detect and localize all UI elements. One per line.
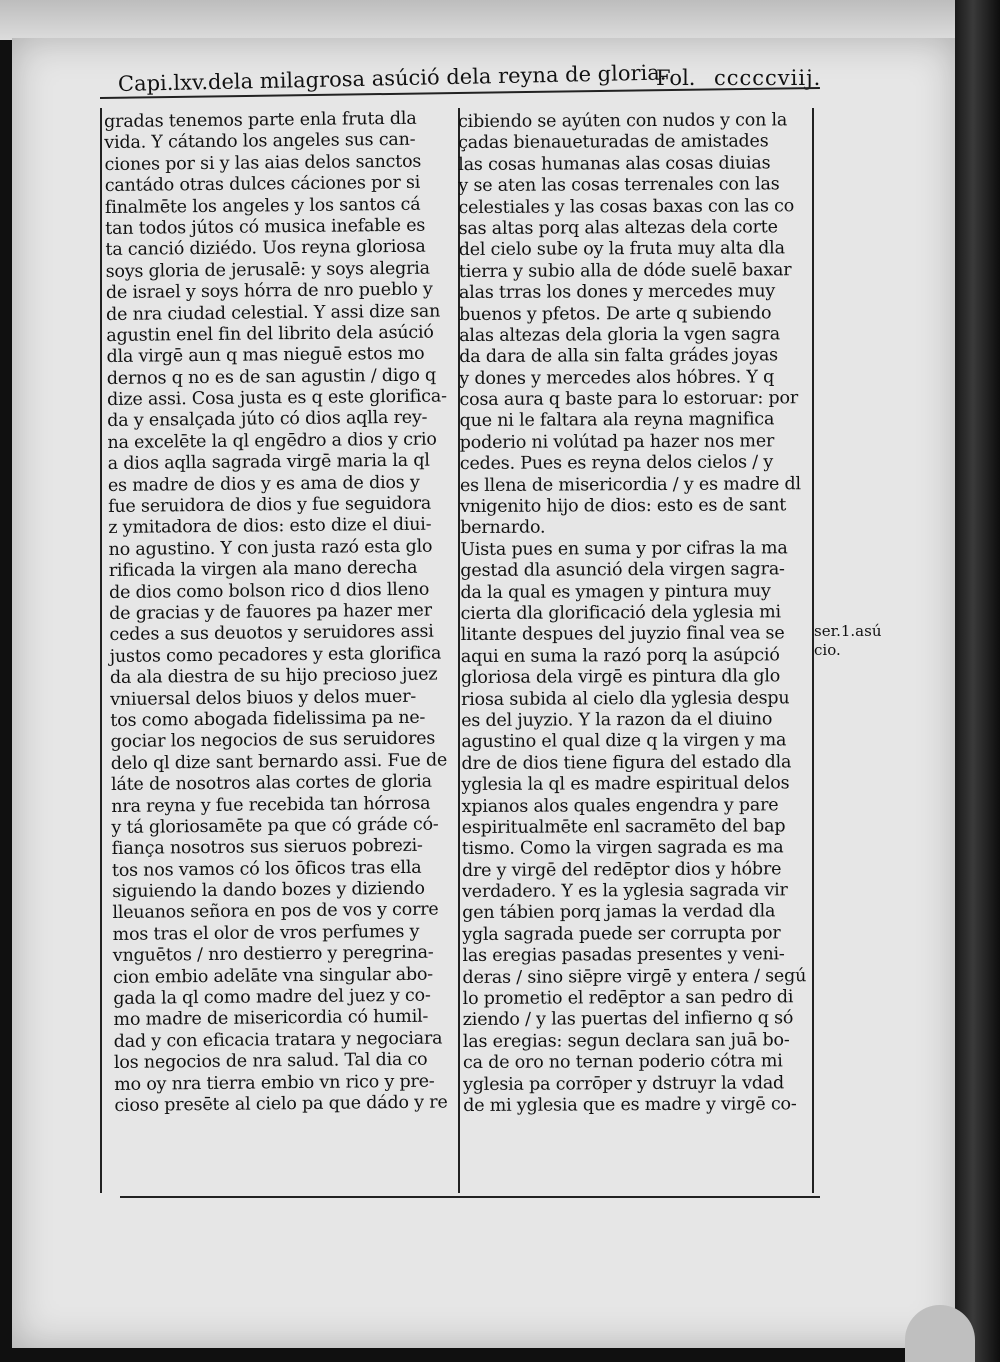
text-line: mo oy nra tierra embio vn rico y pre- <box>114 1071 435 1095</box>
text-line: tismo. Como la virgen sagrada es ma <box>461 837 784 860</box>
text-line: yglesia la ql es madre espiritual delos <box>461 773 790 796</box>
text-line: gociar los negocios de sus seruidores <box>110 728 436 753</box>
folio-label: Fol. <box>656 66 696 90</box>
text-line: dre y virgē del redēptor dios y hóbre <box>461 858 782 881</box>
text-line: bernardo. <box>460 517 546 539</box>
text-line: vniuersal delos biuos y delos muer- <box>110 686 417 710</box>
right-text-column <box>458 110 815 1117</box>
text-line: cierta dla glorificació dela yglesia mi <box>460 602 781 624</box>
text-line: da dara de alla sin falta grádes joyas <box>459 345 778 368</box>
text-line: na excelēte la ql engēdro a dios y crio <box>107 429 437 453</box>
text-line: tos nos vamos có los ōficos tras ella <box>111 857 422 881</box>
text-line: ciones por si y las aias delos sanctos <box>104 151 422 175</box>
text-line: gestad dla asunció dela virgen sagra- <box>460 559 785 582</box>
text-line: láte de nosotros alas cortes de gloria <box>110 771 432 796</box>
text-line: fiança nosotros sus sieruos pobrezi- <box>111 835 423 860</box>
text-line: z ymitadora de dios: esto dize el diui- <box>108 515 432 539</box>
text-line: cion embio adelāte vna singular abo- <box>112 964 434 988</box>
text-line: del cielo sube oy la fruta muy alta dla <box>458 238 785 261</box>
text-line: gen tábien porq jamas la verdad dla <box>462 901 776 924</box>
text-line: de israel y soys hórra de nro pueblo y <box>105 279 433 304</box>
text-line: lleuanos señora en pos de vos y corre <box>112 899 439 924</box>
text-line: lo prometio el redēptor a san pedro di <box>462 987 794 1010</box>
text-line: ta canció diziédo. Uos reyna gloriosa <box>105 236 426 261</box>
text-line: celestiales y las cosas baxas con las co <box>458 195 795 218</box>
text-line: Uista pues en suma y por cifras la ma <box>460 538 788 560</box>
text-line: mos tras el olor de vros perfumes y <box>112 921 420 945</box>
text-line: buenos y pfetos. De arte q subiendo <box>459 302 772 325</box>
text-line: de nra ciudad celestial. Y assi dize san <box>106 301 441 325</box>
text-line: tierra y subio alla de dóde suelē baxar <box>458 259 792 282</box>
text-line: de dios como bolson rico d dios lleno <box>108 579 430 603</box>
text-line: poderio ni volútad pa hazer nos mer <box>459 431 775 453</box>
text-line: dize assi. Cosa justa es q este glorifica- <box>106 386 447 411</box>
text-line: soys gloria de jerusalē: y soys alegria <box>105 258 430 282</box>
text-line: tos como abogada fidelissima pa ne- <box>110 707 426 731</box>
text-line: çadas bienaueturadas de amistades <box>458 131 769 154</box>
marginal-note <box>814 622 881 660</box>
text-line: las eregias pasadas presentes y veni- <box>462 944 785 967</box>
text-line: cedes. Pues es reyna delos cielos / y <box>459 452 774 475</box>
text-line: las eregias: segun declara san juā bo- <box>462 1030 790 1052</box>
text-line: mo madre de misericordia có humil- <box>113 1007 429 1031</box>
text-line: de gracias y de fauores pa hazer mer <box>109 600 432 624</box>
text-line: cantádo otras dulces cáciones por si <box>104 172 421 197</box>
margin-note-line: cio. <box>814 641 841 659</box>
text-line: justos como pecadores y esta glorifica <box>109 643 442 667</box>
text-line: gradas tenemos parte enla fruta dla <box>104 108 417 132</box>
text-line: siguiendo la dando bozes y diziendo <box>112 878 425 903</box>
page-top-edge <box>0 0 1000 40</box>
text-line: finalmēte los angeles y los santos cá <box>104 194 421 218</box>
text-line: tan todos jútos có musica inefable es <box>105 215 426 239</box>
text-line: litante despues del juyzio final vea se <box>460 623 785 646</box>
text-line: verdadero. Y es la yglesia sagrada vir <box>462 880 788 903</box>
text-line: de mi yglesia que es madre y virgē co- <box>463 1094 797 1116</box>
margin-note-line: ser.1.asú <box>814 622 882 640</box>
text-line: da y ensalçada júto có dios aqlla rey- <box>107 408 428 432</box>
text-line: ygla sagrada puede ser corrupta por <box>462 923 781 945</box>
text-line: da ala diestra de su hijo precioso juez <box>109 664 438 689</box>
footer-rule <box>120 1196 820 1198</box>
text-line: no agustino. Y con justa razó esta glo <box>108 536 433 560</box>
text-line: cioso presēte al cielo pa que dádo y re <box>114 1092 448 1116</box>
text-line: agustin enel fin del librito dela asúció <box>106 322 434 346</box>
text-line: que ni le faltara ala reyna magnifica <box>459 409 775 432</box>
text-line: nra reyna y fue recebida tan hórrosa <box>111 793 431 817</box>
text-line: yglesia pa corrōper y dstruyr la vdad <box>463 1072 785 1095</box>
text-line: vnguētos / nro destierro y peregrina- <box>112 942 434 967</box>
book-binding-edge <box>955 0 1000 1362</box>
text-line: riosa subida al cielo dla yglesia despu <box>461 687 790 710</box>
text-line: delo ql dize sant bernardo assi. Fue de <box>110 750 448 774</box>
text-line: y tá gloriosamēte pa que có gráde có- <box>111 814 439 838</box>
folio-number: cccccviij. <box>714 66 822 90</box>
text-line: los negocios de nra salud. Tal dia co <box>113 1049 428 1074</box>
text-line: sas altas porq alas altezas dela corte <box>458 217 778 239</box>
text-line: da la qual es ymagen y pintura muy <box>460 580 771 603</box>
text-line: alas altezas dela gloria la vgen sagra <box>459 324 780 346</box>
text-line: a dios aqlla sagrada virgē maria la ql <box>107 450 430 475</box>
text-line: cosa aura q baste para lo estoruar: por <box>459 388 799 411</box>
text-line: espiritualmēte enl sacramēto del bap <box>461 816 786 838</box>
left-column-rule <box>100 108 102 1193</box>
text-line: las cosas humanas alas cosas diuias <box>458 153 771 175</box>
text-line: xpianos alos quales engendra y pare <box>461 794 779 817</box>
left-text-column <box>104 108 470 1117</box>
text-line: rificada la virgen ala mano derecha <box>108 557 418 582</box>
text-line: cedes a sus deuotos y seruidores assi <box>109 621 434 646</box>
text-line: y dones y mercedes alos hóbres. Y q <box>459 367 775 389</box>
text-line: gada la ql como madre del juez y co- <box>113 985 431 1009</box>
text-line: dre de dios tiene figura del estado dla <box>461 751 792 774</box>
text-line: fue seruidora de dios y fue seguidora <box>108 493 432 518</box>
text-line: vida. Y cátando los angeles sus can- <box>104 130 416 154</box>
text-line: alas trras los dones y mercedes muy <box>458 281 776 304</box>
text-line: gloriosa dela virgē es pintura dla glo <box>460 666 781 689</box>
text-line: es madre de dios y es ama de dios y <box>107 472 420 496</box>
text-line: ca de oro no ternan poderio cótra mi <box>462 1051 783 1074</box>
text-line: agustino el qual dize q la virgen y ma <box>461 730 787 753</box>
text-line: es del juyzio. Y la razon da el diuino <box>461 709 773 731</box>
chapter-title: Capi.lxv.dela milagrosa asúció dela reyna de gloria. <box>117 60 667 96</box>
text-line: aqui en suma la razó porq la asúpció <box>460 645 780 667</box>
text-line: cibiendo se ayúten con nudos y con la <box>458 110 788 132</box>
text-line: y se aten las cosas terrenales con las <box>458 174 780 197</box>
text-line: dernos q no es de san agustin / digo q <box>106 365 437 389</box>
text-line: dla virgē aun q mas nieguē estos mo <box>106 343 425 368</box>
text-line: deras / sino siēpre virgē y entera / segú <box>462 965 807 988</box>
text-line: dad y con eficacia tratara y negociara <box>113 1028 443 1052</box>
text-line: ziendo / y las puertas del infierno q só <box>462 1008 794 1031</box>
text-line: es llena de misericordia / y es madre dl <box>459 473 801 496</box>
text-line: vnigenito hijo de dios: esto es de sant <box>460 495 787 518</box>
